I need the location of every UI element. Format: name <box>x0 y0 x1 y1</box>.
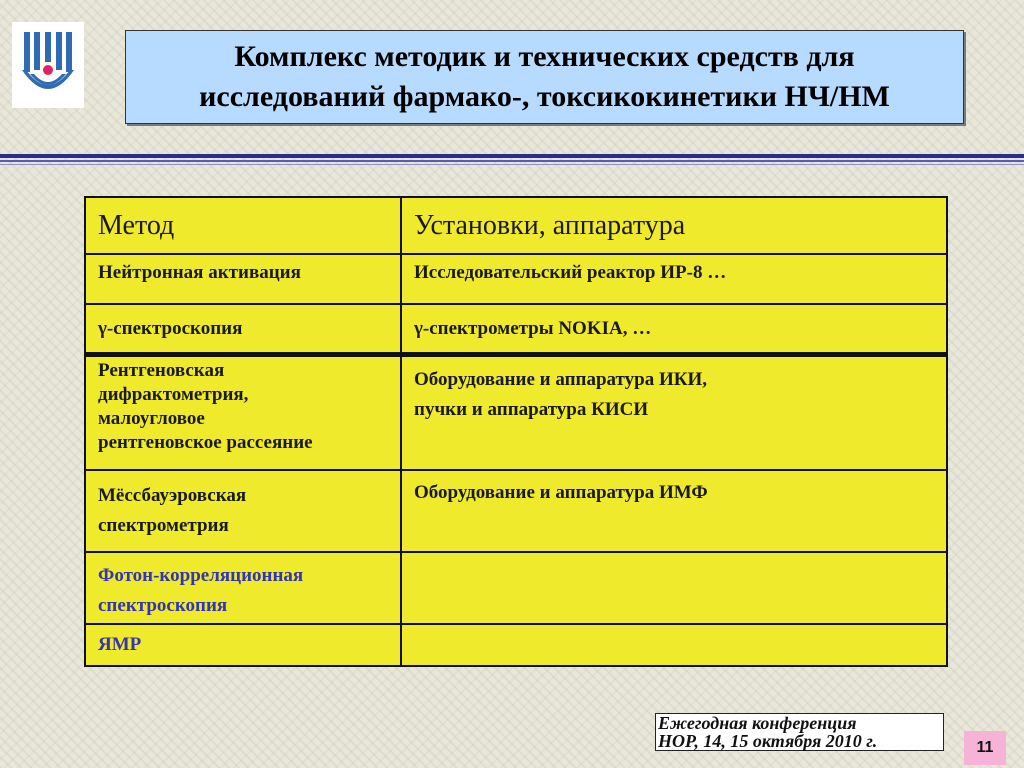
table-row <box>85 254 947 304</box>
method-cell: Рентгеновская дифрактометрия, малоугловое рентгеновское рассеяние <box>85 354 401 470</box>
table-row <box>85 470 947 552</box>
title-box <box>125 30 964 124</box>
page-number-badge <box>964 731 1006 765</box>
methods-table <box>84 196 948 667</box>
divider-line <box>0 164 1024 165</box>
equipment-cell: Исследовательский реактор ИР-8 … <box>401 254 947 304</box>
method-cell: γ-спектроскопия <box>85 304 401 354</box>
method-cell: ЯМР <box>85 624 401 666</box>
method-cell: Фотон-корреляционная спектроскопия <box>85 552 401 624</box>
table-row <box>85 304 947 354</box>
equipment-cell <box>401 624 947 666</box>
divider-line <box>0 154 1024 158</box>
method-cell: Мёссбауэровская спектрометрия <box>85 470 401 552</box>
equipment-cell: γ-спектрометры NOKIA, … <box>401 304 947 354</box>
header-method: Метод <box>85 197 401 254</box>
page-number: 11 <box>976 739 994 756</box>
logo <box>12 22 84 108</box>
header-equipment: Установки, аппаратура <box>401 197 947 254</box>
equipment-cell: Оборудование и аппаратура ИМФ <box>401 470 947 552</box>
conference-footer: Ежегодная конференция НОР, 14, 15 октября 2010 г. <box>655 713 944 751</box>
page-title: Комплекс методик и технических средств для исследований фармако-, токсикокинетики НЧ/НМ <box>199 40 890 113</box>
table-row <box>85 354 947 470</box>
method-cell: Нейтронная активация <box>85 254 401 304</box>
table-row <box>85 624 947 666</box>
table-header-row <box>85 197 947 254</box>
table-row <box>85 552 947 624</box>
institute-logo-icon <box>12 22 84 108</box>
equipment-cell <box>401 552 947 624</box>
equipment-cell: Оборудование и аппаратура ИКИ, пучки и аппаратура КИСИ <box>401 354 947 470</box>
divider-line <box>0 160 1024 162</box>
